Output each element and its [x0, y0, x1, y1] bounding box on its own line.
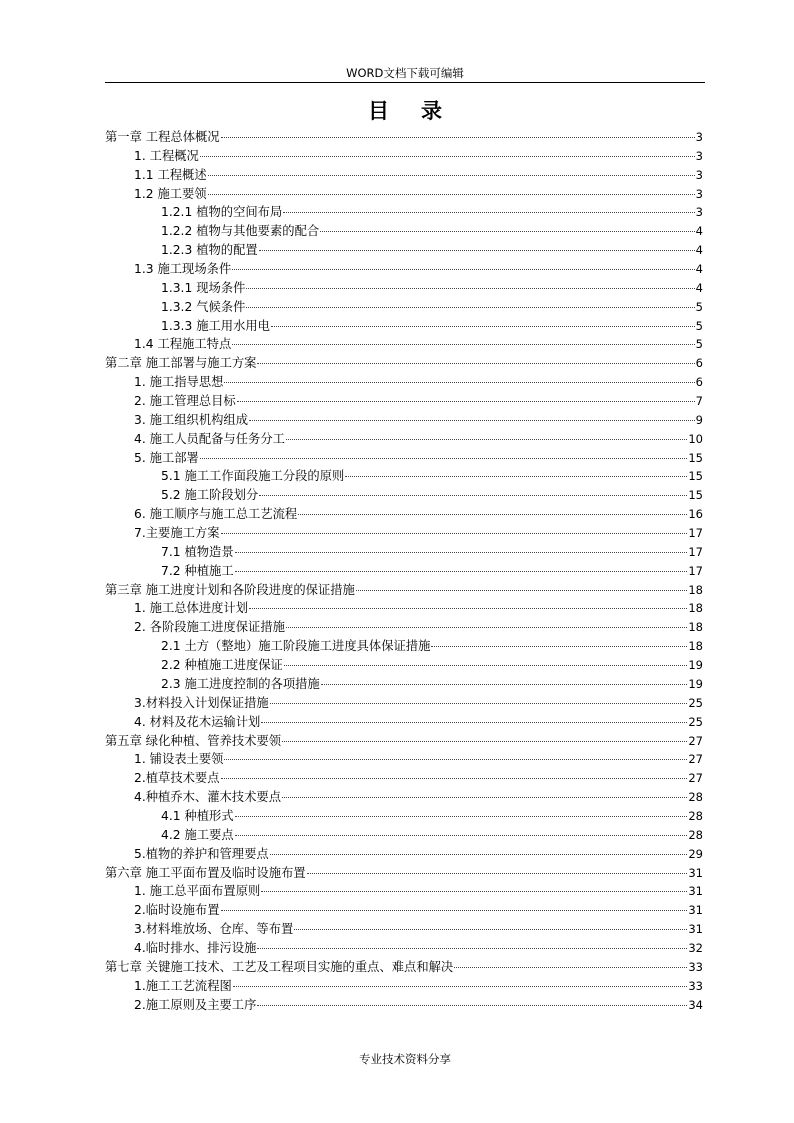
toc-entry[interactable]	[105, 675, 703, 694]
toc-entry-text: 1.2.3 植物的配置	[161, 243, 258, 258]
toc-entry-text: 1.1 工程概述	[134, 167, 207, 182]
toc-page-number: 3	[695, 167, 703, 182]
toc-page-number: 3	[695, 205, 703, 220]
toc-page-number: 31	[688, 865, 703, 880]
toc-dot-leader	[345, 476, 687, 477]
toc-page-number: 3	[695, 130, 703, 144]
toc-page-number: 27	[688, 752, 703, 767]
toc-entry-text: 1. 施工总平面布置原则	[134, 884, 261, 899]
toc-page-number: 4	[695, 224, 703, 239]
toc-dot-leader	[320, 231, 695, 232]
page-footer: 专业技术资料分享	[359, 1052, 451, 1066]
toc-entry-text: 第五章 绿化种植、管养技术要领	[105, 733, 282, 748]
toc-entry[interactable]	[105, 920, 703, 939]
toc-page-number: 18	[688, 601, 703, 616]
toc-page-number: 33	[688, 978, 703, 993]
toc-entry[interactable]	[105, 335, 703, 354]
toc-dot-leader	[259, 250, 695, 251]
toc-dot-leader	[270, 854, 688, 855]
toc-page-number: 5	[695, 299, 703, 314]
toc-entry[interactable]	[105, 562, 703, 581]
toc-dot-leader	[261, 891, 687, 892]
toc-entry[interactable]	[105, 279, 703, 298]
toc-dot-leader	[270, 703, 688, 704]
toc-entry[interactable]	[105, 298, 703, 317]
toc-dot-leader	[286, 627, 687, 628]
toc-page-number: 27	[688, 771, 703, 786]
toc-page-number: 18	[688, 582, 703, 597]
toc-entry[interactable]	[105, 354, 703, 373]
toc-page-number: 17	[688, 526, 703, 541]
toc-entry[interactable]	[105, 581, 703, 600]
toc-entry-text: 第六章 施工平面布置及临时设施布置	[105, 865, 306, 880]
toc-entry[interactable]	[105, 430, 703, 449]
toc-entry[interactable]	[105, 449, 703, 468]
toc-entry-text: 1. 工程概况	[134, 148, 199, 163]
toc-page-number: 5	[695, 337, 703, 352]
toc-entry-text: 4.种植乔木、灌木技术要点	[134, 790, 281, 805]
toc-entry-text: 第一章 工程总体概况	[105, 130, 220, 144]
toc-entry-text: 第七章 关键施工技术、工艺及工程项目实施的重点、难点和解决	[105, 959, 454, 974]
toc-page-number: 19	[688, 658, 703, 673]
toc-dot-leader	[282, 741, 687, 742]
toc-entry[interactable]	[105, 750, 703, 769]
toc-entry[interactable]	[105, 260, 703, 279]
toc-dot-leader	[246, 307, 694, 308]
toc-page-number: 17	[688, 563, 703, 578]
toc-dot-leader	[200, 156, 695, 157]
toc-dot-leader	[232, 344, 694, 345]
toc-page-number: 25	[688, 695, 703, 710]
toc-page-number: 31	[688, 903, 703, 918]
toc-entry-text: 7.主要施工方案	[134, 526, 220, 541]
toc-entry-text: 3.材料投入计划保证措施	[134, 695, 269, 710]
toc-entry-text: 1.2.1 植物的空间布局	[161, 205, 283, 220]
toc-entry-text: 6. 施工顺序与施工总工艺流程	[134, 507, 298, 522]
toc-entry[interactable]	[105, 147, 703, 166]
toc-entry-text: 7.1 植物造景	[161, 544, 234, 559]
toc-entry-text: 2. 施工管理总目标	[134, 394, 236, 409]
toc-dot-leader	[232, 269, 694, 270]
toc-entry[interactable]	[105, 128, 703, 147]
toc-dot-leader	[221, 533, 688, 534]
toc-entry[interactable]	[105, 222, 703, 241]
toc-entry-text: 4. 施工人员配备与任务分工	[134, 431, 285, 446]
toc-dot-leader	[235, 552, 688, 553]
toc-dot-leader	[235, 835, 688, 836]
toc-entry-text: 1. 施工指导思想	[134, 375, 224, 390]
toc-entry[interactable]	[105, 656, 703, 675]
toc-dot-leader	[221, 910, 688, 911]
toc-dot-leader	[246, 288, 694, 289]
toc-entry[interactable]	[105, 373, 703, 392]
toc-entry-text: 1.3.1 现场条件	[161, 280, 246, 295]
toc-entry[interactable]	[105, 845, 703, 864]
toc-entry[interactable]	[105, 637, 703, 656]
toc-entry-text: 2.3 施工进度控制的各项措施	[161, 676, 320, 691]
toc-page-number: 25	[688, 714, 703, 729]
toc-entry[interactable]	[105, 694, 703, 713]
toc-page-number: 10	[688, 431, 703, 446]
toc-entry-text: 1. 铺设表土要领	[134, 752, 224, 767]
toc-entry[interactable]	[105, 788, 703, 807]
toc-dot-leader	[356, 590, 688, 591]
toc-dot-leader	[321, 684, 688, 685]
toc-entry[interactable]	[105, 713, 703, 732]
toc-entry-text: 1. 施工总体进度计划	[134, 601, 249, 616]
toc-entry[interactable]	[105, 411, 703, 430]
toc-page-number: 31	[688, 884, 703, 899]
toc-entry-text: 1.3 施工现场条件	[134, 262, 232, 277]
toc-dot-leader	[286, 439, 687, 440]
toc-entry-text: 1.3.3 施工用水用电	[161, 318, 270, 333]
toc-entry-text: 第三章 施工进度计划和各阶段进度的保证措施	[105, 582, 355, 597]
toc-entry-text: 5.植物的养护和管理要点	[134, 846, 269, 861]
toc-entry[interactable]	[105, 807, 703, 826]
toc-dot-leader	[431, 646, 687, 647]
toc-page-number: 16	[688, 507, 703, 522]
toc-entry-text: 1.3.2 气候条件	[161, 299, 246, 314]
toc-entry-text: 5.1 施工工作面段施工分段的原则	[161, 469, 345, 484]
toc-page-number: 28	[688, 790, 703, 805]
toc-page-number: 18	[688, 639, 703, 654]
toc-dot-leader	[259, 495, 687, 496]
toc-dot-leader	[283, 212, 694, 213]
toc-dot-leader	[224, 759, 687, 760]
toc-entry[interactable]	[105, 166, 703, 185]
toc-entry[interactable]	[105, 505, 703, 524]
toc-entry[interactable]	[105, 939, 703, 958]
toc-page-number: 27	[688, 733, 703, 748]
toc-entry[interactable]	[105, 543, 703, 562]
toc-dot-leader	[221, 137, 695, 138]
toc-dot-leader	[221, 778, 688, 779]
toc-page-number: 33	[688, 959, 703, 974]
toc-entry[interactable]	[105, 203, 703, 222]
toc-page-number: 28	[688, 827, 703, 842]
toc-entry[interactable]	[105, 618, 703, 637]
toc-entry-text: 5.2 施工阶段划分	[161, 488, 259, 503]
toc-dot-leader	[271, 326, 695, 327]
toc-page-number: 3	[695, 186, 703, 201]
toc-page-number: 15	[688, 469, 703, 484]
toc-page-number: 31	[688, 922, 703, 937]
toc-dot-leader	[235, 571, 688, 572]
toc-dot-leader	[454, 967, 687, 968]
toc-dot-leader	[282, 797, 687, 798]
toc-entry-text: 4. 材料及花木运输计划	[134, 714, 261, 729]
toc-entry[interactable]	[105, 901, 703, 920]
toc-dot-leader	[249, 420, 695, 421]
toc-entry-text: 5. 施工部署	[134, 450, 199, 465]
toc-dot-leader	[298, 514, 687, 515]
toc-entry[interactable]	[105, 996, 703, 1015]
toc-entry[interactable]	[105, 826, 703, 845]
toc-dot-leader	[233, 986, 688, 987]
toc-page-number: 5	[695, 318, 703, 333]
toc-dot-leader	[200, 458, 688, 459]
toc-entry-text: 7.2 种植施工	[161, 563, 234, 578]
toc-entry-text: 2.2 种植施工进度保证	[161, 658, 283, 673]
toc-entry-text: 3.材料堆放场、仓库、等布置	[134, 922, 294, 937]
toc-page-number: 15	[688, 488, 703, 503]
toc-dot-leader	[257, 1005, 687, 1006]
toc-entry-text: 2.临时设施布置	[134, 903, 220, 918]
toc-page-number: 7	[695, 394, 703, 409]
toc-page-number: 6	[695, 375, 703, 390]
toc-entry-text: 1.2 施工要领	[134, 186, 207, 201]
toc-dot-leader	[237, 401, 695, 402]
toc-entry-text: 2.施工原则及主要工序	[134, 997, 257, 1012]
toc-entry[interactable]	[105, 317, 703, 336]
toc-page-number: 4	[695, 243, 703, 258]
toc-page-number: 6	[695, 356, 703, 371]
toc-entry-text: 4.1 种植形式	[161, 808, 234, 823]
toc-page-number: 19	[688, 676, 703, 691]
toc-title: 目录	[368, 98, 474, 123]
toc-entry[interactable]	[105, 392, 703, 411]
toc-entry-text: 1.2.2 植物与其他要素的配合	[161, 224, 320, 239]
toc-entry[interactable]	[105, 882, 703, 901]
toc-dot-leader	[249, 608, 687, 609]
toc-entry[interactable]	[105, 486, 703, 505]
toc-page-number: 3	[695, 148, 703, 163]
table-of-contents	[105, 128, 703, 1014]
toc-dot-leader	[284, 665, 688, 666]
toc-entry-text: 2. 各阶段施工进度保证措施	[134, 620, 285, 635]
toc-entry-text: 4.2 施工要点	[161, 827, 234, 842]
toc-page-number: 4	[695, 280, 703, 295]
toc-entry-text: 1.施工工艺流程图	[134, 978, 232, 993]
toc-entry-text: 第二章 施工部署与施工方案	[105, 356, 257, 371]
toc-page-number: 28	[688, 808, 703, 823]
toc-dot-leader	[257, 948, 687, 949]
toc-dot-leader	[307, 873, 688, 874]
toc-entry[interactable]	[105, 241, 703, 260]
toc-entry[interactable]	[105, 769, 703, 788]
toc-page-number: 4	[695, 262, 703, 277]
toc-page-number: 15	[688, 450, 703, 465]
toc-entry[interactable]	[105, 864, 703, 883]
toc-page-number: 29	[688, 846, 703, 861]
toc-page-number: 32	[688, 940, 703, 955]
page-header: WORD文档下载可编辑	[346, 66, 464, 80]
toc-entry-text: 4.临时排水、排污设施	[134, 940, 257, 955]
toc-entry-text: 2.1 土方（整地）施工阶段施工进度具体保证措施	[161, 639, 431, 654]
toc-dot-leader	[235, 816, 688, 817]
toc-page-number: 17	[688, 544, 703, 559]
toc-entry-text: 3. 施工组织机构组成	[134, 412, 249, 427]
toc-entry[interactable]	[105, 185, 703, 204]
toc-entry[interactable]	[105, 732, 703, 751]
toc-entry[interactable]	[105, 958, 703, 977]
toc-entry-text: 1.4 工程施工特点	[134, 337, 232, 352]
toc-entry[interactable]	[105, 467, 703, 486]
toc-dot-leader	[257, 363, 694, 364]
toc-dot-leader	[261, 722, 687, 723]
toc-dot-leader	[208, 175, 695, 176]
header-rule	[105, 82, 705, 83]
toc-entry[interactable]	[105, 977, 703, 996]
toc-page-number: 18	[688, 620, 703, 635]
toc-page-number: 34	[688, 997, 703, 1012]
toc-dot-leader	[224, 382, 694, 383]
toc-entry[interactable]	[105, 524, 703, 543]
toc-dot-leader	[294, 929, 687, 930]
toc-dot-leader	[208, 194, 695, 195]
toc-entry-text: 2.植草技术要点	[134, 771, 220, 786]
toc-entry[interactable]	[105, 599, 703, 618]
toc-page-number: 9	[695, 412, 703, 427]
